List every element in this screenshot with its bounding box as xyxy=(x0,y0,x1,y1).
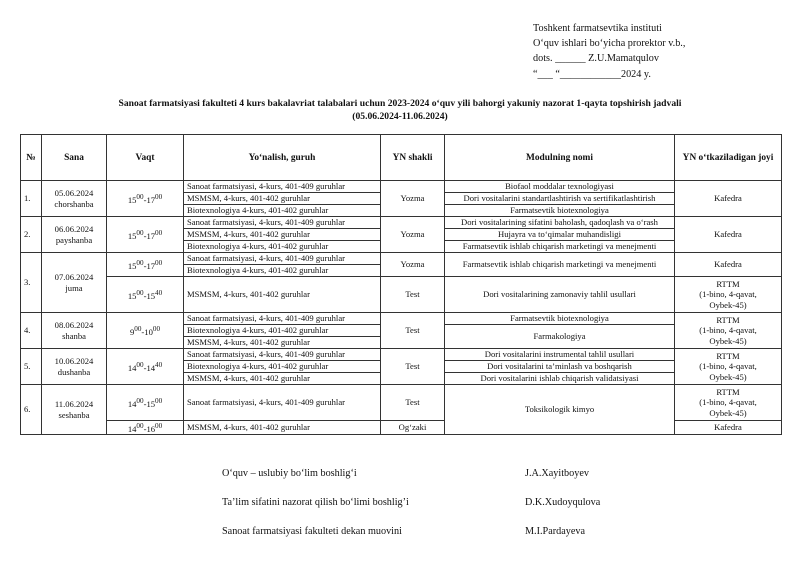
time-cell: $15^{00}-17^{00}$ xyxy=(107,181,184,217)
module-cell: Farmatsevtik ishlab chiqarish marketingi va menejmenti xyxy=(445,253,675,277)
time-end-min: 40 xyxy=(155,288,163,297)
table-row xyxy=(21,277,782,313)
weekday: dushanba xyxy=(57,366,91,377)
group-cell: Biotexnologiya 4-kurs, 401-402 guruhlar xyxy=(184,325,381,337)
time-end-hour: 15 xyxy=(146,398,156,409)
time-start-hour: 14 xyxy=(127,362,137,373)
table-row xyxy=(21,217,782,229)
row-number: 3. xyxy=(21,253,42,313)
module-cell: Farmatsevtik biotexnologiya xyxy=(445,205,675,217)
module-cell: Toksikologik kimyo xyxy=(445,385,675,435)
time-start-hour: 15 xyxy=(127,260,137,271)
time-end-hour: 16 xyxy=(146,423,156,434)
date: 08.06.2024 xyxy=(54,320,94,331)
time-end-min: 00 xyxy=(155,228,163,237)
time-cell: $15^{00}-17^{00}$ xyxy=(107,253,184,277)
time-start-min: 00 xyxy=(136,258,144,267)
group-cell: Biotexnologiya 4-kurs, 401-402 guruhlar xyxy=(184,241,381,253)
group-cell: Biotexnologiya 4-kurs, 401-402 guruhlar xyxy=(184,361,381,373)
place-cell: Kafedra xyxy=(675,217,782,253)
time-cell: $15^{00}-17^{00}$ xyxy=(107,217,184,253)
group-cell: MSMSM, 4-kurs, 401-402 guruhlar xyxy=(184,421,381,435)
row-number: 1. xyxy=(21,181,42,217)
place-cell xyxy=(675,385,782,421)
header-group: Yo‘nalish, guruh xyxy=(184,135,381,181)
approval-line: O‘quv ishlari bo‘yicha prorektor v.b., xyxy=(533,38,686,50)
date-cell xyxy=(42,385,107,435)
time-cell: $14^{00}-15^{00}$ xyxy=(107,385,184,421)
form-cell: Yozma xyxy=(381,217,445,253)
signature-name: J.A.Xayitboyev xyxy=(525,468,589,479)
time-start-min: 00 xyxy=(136,192,144,201)
place-line: Oybek-45) xyxy=(709,407,747,418)
time-start-hour: 15 xyxy=(127,290,137,301)
form-cell: Test xyxy=(381,385,445,421)
group-cell: Biotexnologiya 4-kurs, 401-402 guruhlar xyxy=(184,205,381,217)
group-cell: MSMSM, 4-kurs, 401-402 guruhlar xyxy=(184,373,381,385)
header-place: YN o‘tkaziladigan joyi xyxy=(675,135,782,181)
module-cell: Biofaol moddalar texnologiyasi xyxy=(445,181,675,193)
date-cell xyxy=(42,313,107,349)
row-number: 2. xyxy=(21,217,42,253)
time-start-min: 00 xyxy=(134,324,142,333)
group-cell: MSMSM, 4-kurs, 401-402 guruhlar xyxy=(184,337,381,349)
form-cell: Test xyxy=(381,349,445,385)
module-cell: Farmatsevtik biotexnologiya xyxy=(445,313,675,325)
place-line: RTTM xyxy=(716,279,740,290)
date: 07.06.2024 xyxy=(54,272,94,283)
weekday: chorshanba xyxy=(54,198,94,209)
module-cell: Dori vositalarini ishlab chiqarish validatsiyasi xyxy=(445,373,675,385)
time-cell: $14^{00}-14^{40}$ xyxy=(107,349,184,385)
group-cell: Sanoat farmatsiyasi, 4-kurs, 401-409 guruhlar xyxy=(184,385,381,421)
date-cell xyxy=(42,349,107,385)
approval-line: “___ “____________2024 y. xyxy=(533,68,651,80)
form-cell: Yozma xyxy=(381,181,445,217)
group-cell: Biotexnologiya 4-kurs, 401-402 guruhlar xyxy=(184,265,381,277)
module-cell: Farmakologiya xyxy=(445,325,675,349)
document-title xyxy=(20,97,780,123)
group-cell: Sanoat farmatsiyasi, 4-kurs, 401-409 guruhlar xyxy=(184,313,381,325)
time-end-hour: 15 xyxy=(146,290,156,301)
date-cell xyxy=(42,217,107,253)
time-end-min: 40 xyxy=(155,360,163,369)
time-start-hour: 14 xyxy=(127,398,137,409)
row-number: 6. xyxy=(21,385,42,435)
module-cell: Hujayra va to‘qimalar muhandisligi xyxy=(445,229,675,241)
place-line: (1-bino, 4-qavat, xyxy=(699,289,757,300)
time-cell: $9^{00}-10^{00}$ xyxy=(107,313,184,349)
place-cell: Kafedra xyxy=(675,421,782,435)
date: 11.06.2024 xyxy=(54,399,94,410)
time-start-hour: 15 xyxy=(127,194,137,205)
signature-role: Sanoat farmatsiyasi fakulteti dekan muovini xyxy=(222,526,402,537)
signature-name: M.I.Pardayeva xyxy=(525,526,585,537)
date: 10.06.2024 xyxy=(54,356,94,367)
module-cell: Dori vositalarini standartlashtirish va sertifikatlashtirish xyxy=(445,193,675,205)
time-end-min: 00 xyxy=(155,396,163,405)
group-cell: Sanoat farmatsiyasi, 4-kurs, 401-409 guruhlar xyxy=(184,253,381,265)
time-start-min: 00 xyxy=(136,422,144,430)
place-cell: Kafedra xyxy=(675,181,782,217)
weekday: shanba xyxy=(62,330,86,341)
date-cell xyxy=(42,253,107,313)
form-cell: Yozma xyxy=(381,253,445,277)
exam-schedule-table xyxy=(20,134,782,435)
time-start-hour: 9 xyxy=(129,326,135,337)
module-cell: Dori vositalarining zamonaviy tahlil usullari xyxy=(445,277,675,313)
time-end-min: 00 xyxy=(155,422,163,430)
approval-line: Toshkent farmatsevtika instituti xyxy=(533,23,662,34)
group-cell: MSMSM, 4-kurs, 401-402 guruhlar xyxy=(184,277,381,313)
table-row xyxy=(21,385,782,421)
time-start-hour: 14 xyxy=(127,423,137,434)
time-end-hour: 17 xyxy=(146,260,156,271)
form-cell: Test xyxy=(381,277,445,313)
module-cell: Farmatsevtik ishlab chiqarish marketingi va menejmenti xyxy=(445,241,675,253)
time-start-min: 00 xyxy=(136,360,144,369)
title-period: (05.06.2024-11.06.2024) xyxy=(352,111,448,122)
group-cell: MSMSM, 4-kurs, 401-402 guruhlar xyxy=(184,229,381,241)
table-row xyxy=(21,349,782,361)
group-cell: MSMSM, 4-kurs, 401-402 guruhlar xyxy=(184,193,381,205)
place-line: RTTM xyxy=(716,387,740,398)
place-line: (1-bino, 4-qavat, xyxy=(699,397,757,408)
signature-name: D.K.Xudoyqulova xyxy=(525,497,601,508)
weekday: payshanba xyxy=(55,234,93,245)
module-cell: Dori vositalarini ta’minlash va boshqarish xyxy=(445,361,675,373)
time-end-hour: 17 xyxy=(146,230,156,241)
time-start-min: 00 xyxy=(136,288,144,297)
header-time: Vaqt xyxy=(107,135,184,181)
place-cell xyxy=(675,349,782,385)
header-date: Sana xyxy=(42,135,107,181)
time-end-min: 00 xyxy=(155,192,163,201)
place-line: Oybek-45) xyxy=(709,299,747,310)
place-line: RTTM xyxy=(716,315,740,326)
table-row xyxy=(21,181,782,193)
table-row xyxy=(21,253,782,265)
place-line: (1-bino, 4-qavat, xyxy=(699,325,757,336)
date: 05.06.2024 xyxy=(54,188,94,199)
approval-block xyxy=(533,21,685,82)
header-form: YN shakli xyxy=(381,135,445,181)
header-row xyxy=(21,135,782,181)
time-start-hour: 15 xyxy=(127,230,137,241)
row-number: 5. xyxy=(21,349,42,385)
time-end-hour: 14 xyxy=(146,362,156,373)
header-module: Modulning nomi xyxy=(445,135,675,181)
date-cell xyxy=(42,181,107,217)
signature-role: Ta’lim sifatini nazorat qilish bo‘limi boshlig’i xyxy=(222,497,409,508)
module-cell: Dori vositalarining sifatini baholash, qadoqlash va o‘rash xyxy=(445,217,675,229)
form-cell: Og‘zaki xyxy=(381,421,445,435)
group-cell: Sanoat farmatsiyasi, 4-kurs, 401-409 guruhlar xyxy=(184,181,381,193)
module-cell: Dori vositalarini instrumental tahlil usullari xyxy=(445,349,675,361)
time-start-min: 00 xyxy=(136,396,144,405)
weekday: seshanba xyxy=(58,409,90,420)
time-end-hour: 17 xyxy=(146,194,156,205)
time-start-min: 00 xyxy=(136,228,144,237)
time-end-min: 00 xyxy=(155,258,163,267)
table-row xyxy=(21,313,782,325)
place-line: RTTM xyxy=(716,351,740,362)
time-end-min: 00 xyxy=(152,324,161,333)
header-num: № xyxy=(21,135,42,181)
approval-line: dots. ______ Z.U.Mamatqulov xyxy=(533,53,659,65)
place-cell xyxy=(675,313,782,349)
date: 06.06.2024 xyxy=(54,224,94,235)
title-line: Sanoat farmatsiyasi fakulteti 4 kurs bakalavriat talabalari uchun 2023-2024 o‘quv yili bahorgi yakuniy nazorat 1-qayta topshirish jadvali xyxy=(118,98,682,109)
weekday: juma xyxy=(65,282,83,293)
place-cell: Kafedra xyxy=(675,253,782,277)
signature-role: O‘quv – uslubiy bo‘lim boshlig‘i xyxy=(222,468,357,479)
place-cell xyxy=(675,277,782,313)
time-cell: $15^{00}-15^{40}$ xyxy=(107,277,184,313)
time-cell: $14^{00}-16^{00}$ xyxy=(107,421,184,435)
place-line: (1-bino, 4-qavat, xyxy=(699,361,757,372)
row-number: 4. xyxy=(21,313,42,349)
group-cell: Sanoat farmatsiyasi, 4-kurs, 401-409 guruhlar xyxy=(184,349,381,361)
group-cell: Sanoat farmatsiyasi, 4-kurs, 401-409 guruhlar xyxy=(184,217,381,229)
place-line: Oybek-45) xyxy=(709,335,747,346)
form-cell: Test xyxy=(381,313,445,349)
time-end-hour: 10 xyxy=(144,326,153,337)
place-line: Oybek-45) xyxy=(709,371,747,382)
